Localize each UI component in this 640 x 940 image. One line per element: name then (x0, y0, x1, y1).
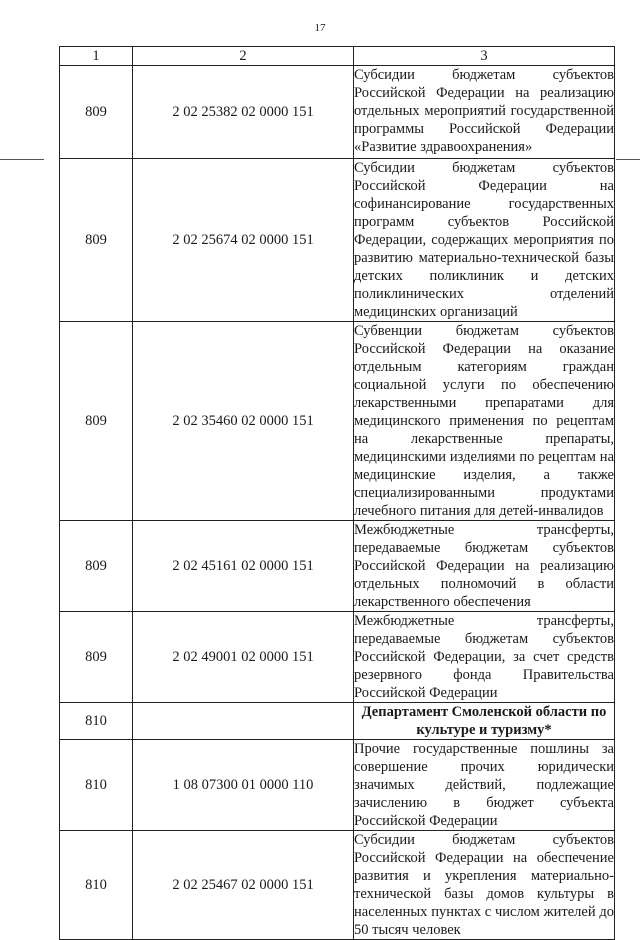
admin-code: 809 (60, 521, 133, 612)
budget-code: 2 02 25674 02 0000 151 (133, 159, 354, 322)
table-row (60, 612, 615, 703)
column-header-2: 2 (133, 47, 354, 66)
admin-code: 809 (60, 159, 133, 322)
revenue-description: Субсидии бюджетам субъектов Российской Федерации на софинансирование государственных программ субъектов Российской Федерации, содержащих мероприятия по развитию материально-технической базы детских поликлиник и детских поликлинических отделений медицинских организаций (354, 160, 614, 320)
table-header-row (60, 47, 615, 66)
budget-code: 2 02 25382 02 0000 151 (133, 66, 354, 159)
admin-code: 810 (60, 703, 133, 740)
column-header-3: 3 (354, 47, 615, 66)
admin-code: 809 (60, 322, 133, 521)
budget-code: 2 02 49001 02 0000 151 (133, 612, 354, 703)
table-row (60, 521, 615, 612)
table-row (60, 66, 615, 159)
revenue-description: Межбюджетные трансферты, передаваемые бюджетам субъектов Российской Федерации на реализацию отдельных полномочий в области лекарственного обеспечения (354, 522, 614, 610)
admin-code: 810 (60, 740, 133, 831)
revenue-description: Субвенции бюджетам субъектов Российской Федерации на оказание отдельным категориям граждан социальной услуги по обеспечению лекарственными препаратами для медицинского применения по рецептам на лекарственные препараты, медицинскими изделиями по рецептам на медицинские изделия, а также специализированными продуктами лечебного питания для детей-инвалидов (354, 323, 614, 519)
table-row (60, 322, 615, 521)
budget-code: 2 02 35460 02 0000 151 (133, 322, 354, 521)
admin-code: 810 (60, 831, 133, 940)
table-row (60, 740, 615, 831)
budget-code: 1 08 07300 01 0000 110 (133, 740, 354, 831)
page-number: 17 (314, 22, 326, 34)
table-row (60, 831, 615, 940)
table-row (60, 159, 615, 322)
department-heading: Департамент Смоленской области по культуре и туризму* (354, 703, 615, 740)
revenue-description: Субсидии бюджетам субъектов Российской Федерации на реализацию отдельных мероприятий государственной программы Российской Федерации «Развитие здравоохранения» (354, 66, 615, 159)
revenue-description: Межбюджетные трансферты, передаваемые бюджетам субъектов Российской Федерации, за счет средств резервного фонда Правительства Российской Федерации (354, 613, 614, 701)
revenue-description: Прочие государственные пошлины за совершение прочих юридически значимых действий, подлежащие зачислению в бюджет субъекта Российской Федерации (354, 741, 614, 829)
table-row (60, 703, 615, 740)
right-margin-mark (616, 159, 640, 160)
revenue-description: Субсидии бюджетам субъектов Российской Федерации на обеспечение развития и укрепления материально-технической базы домов культуры в населенных пунктах с числом жителей до 50 тысяч человек (354, 832, 614, 938)
admin-code: 809 (60, 612, 133, 703)
budget-code: 2 02 25467 02 0000 151 (133, 831, 354, 940)
budget-code (133, 703, 354, 740)
left-margin-mark (0, 159, 44, 160)
admin-code: 809 (60, 66, 133, 159)
column-header-1: 1 (60, 47, 133, 66)
budget-code: 2 02 45161 02 0000 151 (133, 521, 354, 612)
budget-classification-table (59, 46, 615, 940)
